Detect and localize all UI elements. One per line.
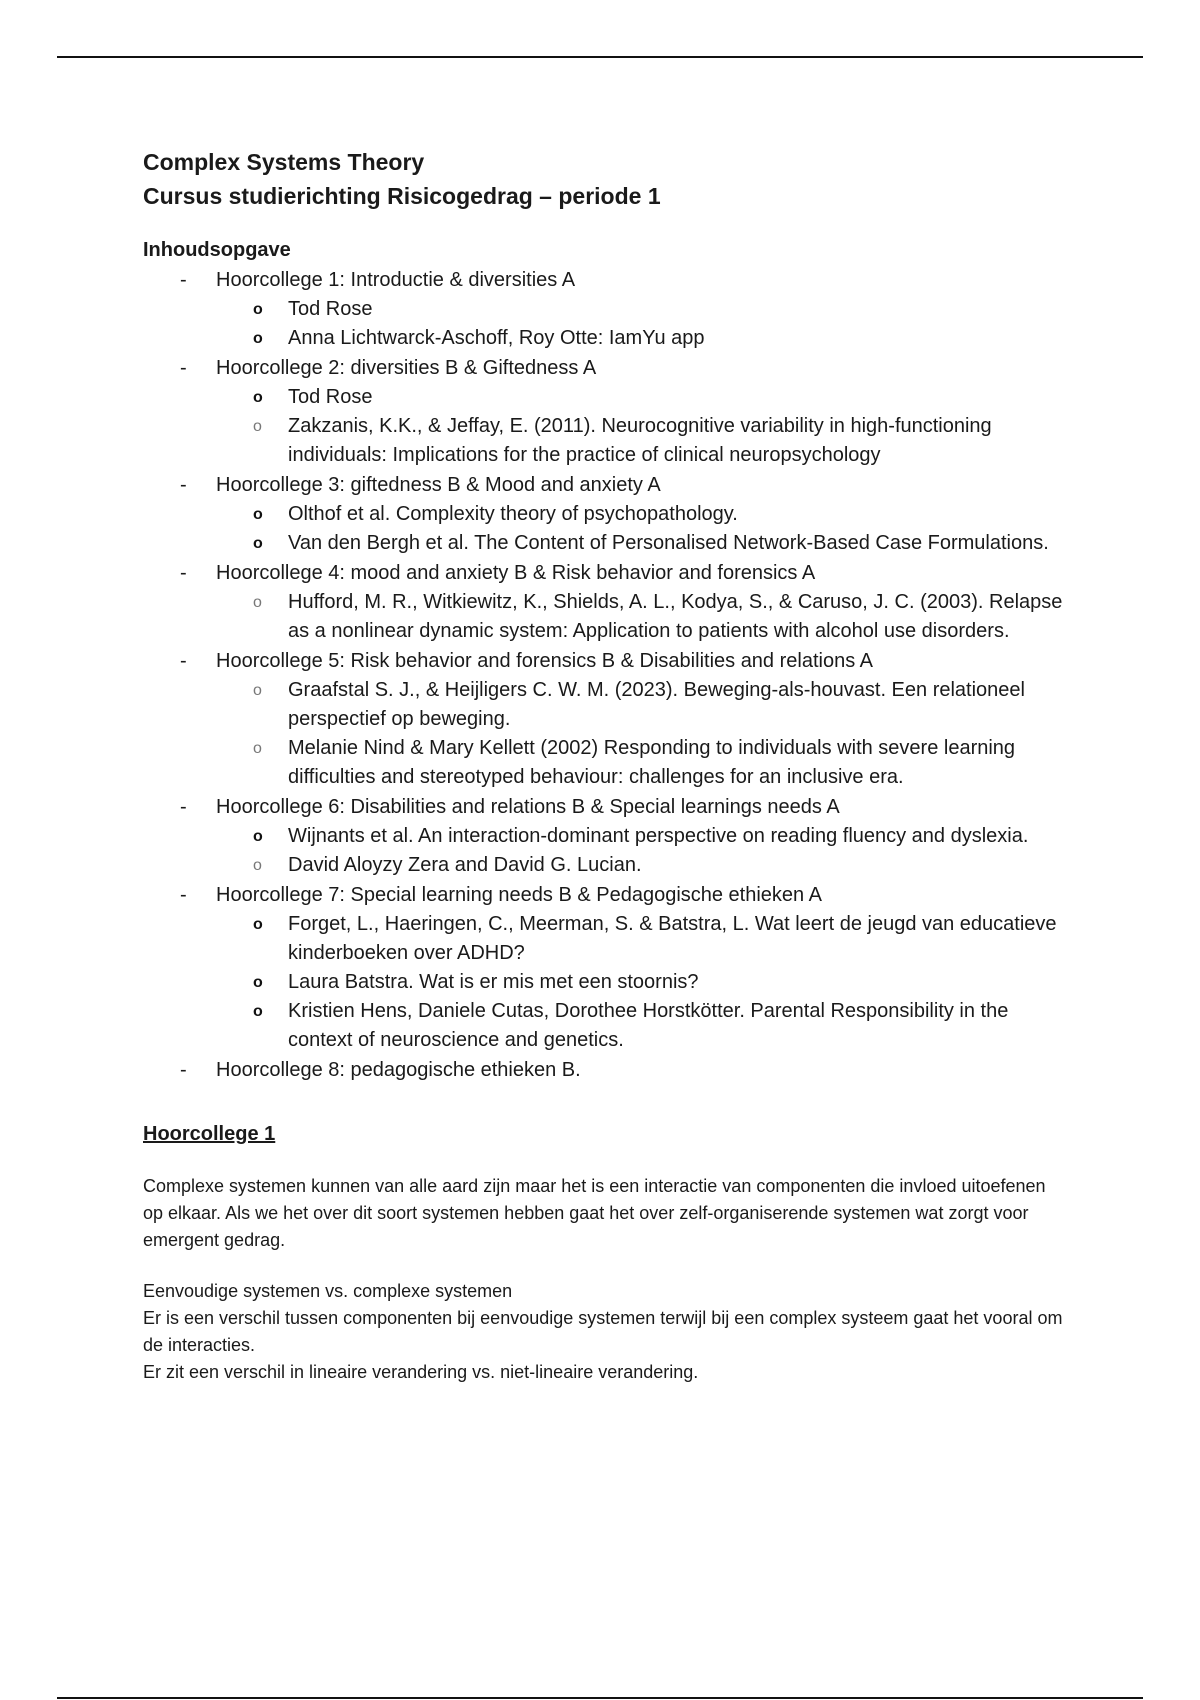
comparison-line-1: Er is een verschil tussen componenten bij eenvoudige systemen terwijl bij een complex systeem gaat het vooral om de interacties. [143,1308,1063,1355]
circle-bullet-icon: o [253,418,262,435]
circle-bullet-icon: o [253,330,263,347]
toc-reading-list [216,500,1063,558]
toc-reading-list [216,295,1063,353]
toc-reading-item [143,295,1063,324]
toc-reading-text: Hufford, M. R., Witkiewitz, K., Shields, A. L., Kodya, S., & Caruso, J. C. (2003). Relapse as a nonlinear dynamic system: Application to patients with alcohol use disorders. [288,591,1063,642]
toc-reading-item [143,500,1063,529]
toc-reading-text: Graafstal S. J., & Heijligers C. W. M. (2023). Beweging-als-houvast. Een relationeel perspectief op beweging. [288,679,1025,730]
toc-reading-item [143,324,1063,353]
toc-reading-text: Anna Lichtwarck-Aschoff, Roy Otte: IamYu app [288,327,705,349]
toc-reading-list [216,383,1063,470]
comparison-block [143,1278,1063,1386]
circle-bullet-icon: o [253,594,262,611]
toc-lecture-item [143,470,1063,558]
toc-reading-text: Tod Rose [288,386,373,408]
document-title: Complex Systems Theory [143,149,425,175]
toc-list [143,265,1063,1085]
dash-bullet-icon: - [180,650,187,672]
toc-reading-text: David Aloyzy Zera and David G. Lucian. [288,854,642,876]
toc-reading-item [143,968,1063,997]
circle-bullet-icon: o [253,1003,263,1020]
toc-reading-item [143,676,1063,734]
toc-lecture-label: Hoorcollege 8: pedagogische ethieken B. [216,1059,581,1081]
circle-bullet-icon: o [253,682,262,699]
toc-reading-text: Olthof et al. Complexity theory of psychopathology. [288,503,738,525]
toc-reading-text: Forget, L., Haeringen, C., Meerman, S. & Batstra, L. Wat leert de jeugd van educatieve kinderboeken over ADHD? [288,913,1057,964]
dash-bullet-icon: - [180,269,187,291]
toc-reading-text: Wijnants et al. An interaction-dominant perspective on reading fluency and dyslexia. [288,825,1029,847]
toc-reading-item [143,412,1063,470]
circle-bullet-icon: o [253,974,263,991]
toc-reading-list [216,822,1063,880]
toc-reading-text: Zakzanis, K.K., & Jeffay, E. (2011). Neurocognitive variability in high-functioning individuals: Implications for the practice of clinical neuropsychology [288,415,992,466]
circle-bullet-icon: o [253,828,263,845]
comparison-line-2: Er zit een verschil in lineaire verandering vs. niet-lineaire verandering. [143,1362,699,1382]
toc-reading-text: Kristien Hens, Daniele Cutas, Dorothee Horstkötter. Parental Responsibility in the context of neuroscience and genetics. [288,1000,1009,1051]
document-subtitle: Cursus studierichting Risicogedrag – periode 1 [143,183,661,209]
toc-reading-item [143,588,1063,646]
dash-bullet-icon: - [180,357,187,379]
toc-lecture-label: Hoorcollege 1: Introductie & diversities A [216,269,576,291]
toc-lecture-label: Hoorcollege 3: giftedness B & Mood and anxiety A [216,474,661,496]
toc-reading-list [216,588,1063,646]
circle-bullet-icon: o [253,301,263,318]
toc-lecture-item [143,558,1063,646]
toc-lecture-label: Hoorcollege 2: diversities B & Giftedness A [216,357,597,379]
dash-bullet-icon: - [180,474,187,496]
dash-bullet-icon: - [180,562,187,584]
dash-bullet-icon: - [180,884,187,906]
toc-lecture-item [143,792,1063,880]
toc-lecture-item [143,265,1063,353]
dash-bullet-icon: - [180,1059,187,1081]
toc-lecture-label: Hoorcollege 4: mood and anxiety B & Risk behavior and forensics A [216,562,816,584]
toc-reading-item [143,383,1063,412]
toc-reading-item [143,822,1063,851]
toc-lecture-label: Hoorcollege 6: Disabilities and relations B & Special learnings needs A [216,796,840,818]
toc-lecture-label: Hoorcollege 7: Special learning needs B & Pedagogische ethieken A [216,884,822,906]
toc-reading-list [216,676,1063,792]
document-body [143,145,1063,1386]
toc-reading-text: Van den Bergh et al. The Content of Personalised Network-Based Case Formulations. [288,532,1049,554]
toc-lecture-label: Hoorcollege 5: Risk behavior and forensics B & Disabilities and relations A [216,650,874,672]
toc-reading-text: Melanie Nind & Mary Kellett (2002) Responding to individuals with severe learning difficulties and stereotyped behaviour: challenges for an inclusive era. [288,737,1016,788]
toc-reading-item [143,529,1063,558]
toc-reading-text: Tod Rose [288,298,373,320]
toc-reading-item [143,734,1063,792]
dash-bullet-icon: - [180,796,187,818]
toc-lecture-item [143,880,1063,1055]
toc-reading-list [216,910,1063,1055]
toc-reading-item [143,997,1063,1055]
toc-lecture-item [143,1055,1063,1085]
circle-bullet-icon: o [253,506,263,523]
footer-rule [57,1697,1143,1699]
circle-bullet-icon: o [253,857,262,874]
circle-bullet-icon: o [253,916,263,933]
toc-heading: Inhoudsopgave [143,239,291,261]
toc-lecture-item [143,353,1063,470]
intro-paragraph: Complexe systemen kunnen van alle aard zijn maar het is een interactie van componenten die invloed uitoefenen op elkaar. Als we het over dit soort systemen hebben gaat het over zelf-organiserende systemen wat zorgt voor emergent gedrag. [143,1176,1046,1250]
circle-bullet-icon: o [253,740,262,757]
comparison-subheading: Eenvoudige systemen vs. complexe systemen [143,1281,513,1301]
toc-reading-text: Laura Batstra. Wat is er mis met een stoornis? [288,971,699,993]
circle-bullet-icon: o [253,535,263,552]
toc-lecture-item [143,646,1063,792]
circle-bullet-icon: o [253,389,263,406]
toc-reading-item [143,851,1063,880]
section-heading: Hoorcollege 1 [143,1123,276,1145]
toc-reading-item [143,910,1063,968]
header-rule [57,56,1143,58]
